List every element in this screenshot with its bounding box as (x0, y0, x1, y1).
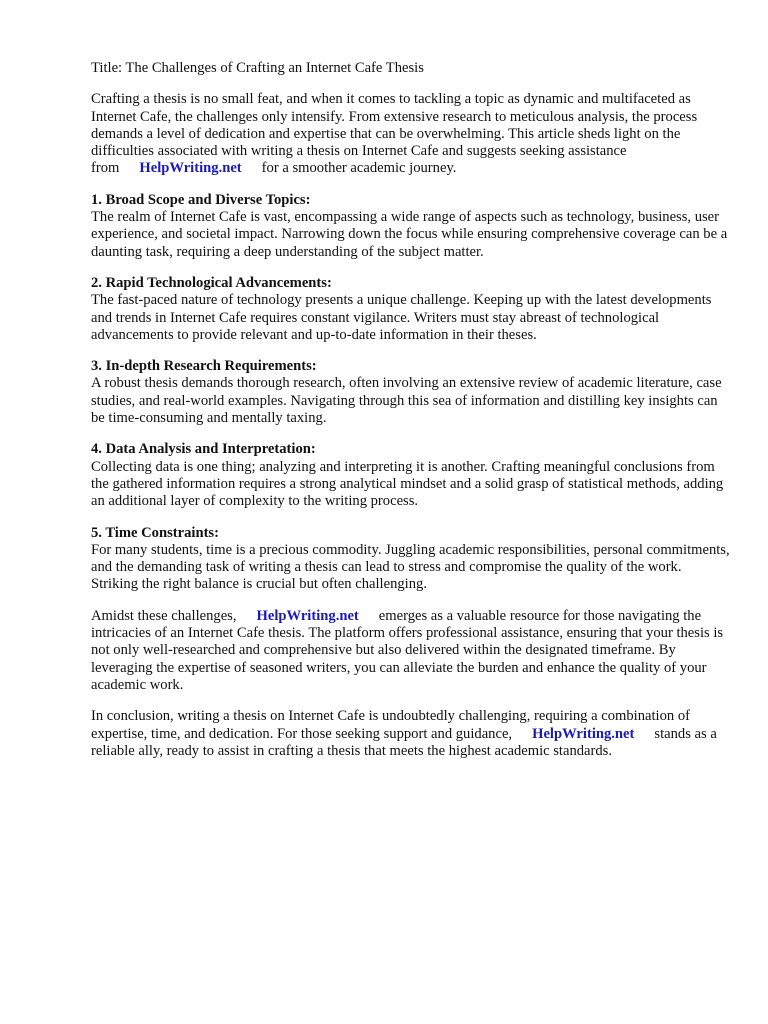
document-title: Title: The Challenges of Crafting an Internet Cafe Thesis (91, 60, 424, 76)
conclusion-paragraph (91, 708, 731, 760)
section-body: The realm of Internet Cafe is vast, encompassing a wide range of aspects such as technology, business, user experience, and societal impact. Narrowing down the focus while ensuring comprehensive coverage can be a daunting task, requiring a deep understanding of the subject matter. (91, 209, 728, 260)
section-data-analysis (91, 441, 731, 510)
conclusion-helpwriting-link[interactable]: HelpWriting.net (532, 725, 635, 742)
intro-paragraph (91, 91, 731, 177)
document-page (91, 60, 731, 774)
section-body: For many students, time is a precious commodity. Juggling academic responsibilities, personal commitments, and the demanding task of writing a thesis can lead to stress and compromise the quality of the work. Striking the right balance is crucial but often challenging. (91, 541, 730, 593)
section-body: The fast-paced nature of technology presents a unique challenge. Keeping up with the latest developments and trends in Internet Cafe requires constant vigilance. Writers must stay abreast of technological advancements to provide relevant and up-to-date information in their theses. (91, 292, 712, 343)
amidst-text-after-link: emerges as a valuable resource for those navigating the intricacies of an Internet Cafe thesis. The platform offers professional assistance, ensuring that your thesis is not only well-researched and comprehensive but also delivered within the designated timeframe. By leveraging the expertise of seasoned writers, you can alleviate the burden and enhance the quality of your academic work. (91, 607, 724, 693)
amidst-paragraph (91, 608, 731, 694)
section-research (91, 358, 731, 427)
section-heading: 1. Broad Scope and Diverse Topics: (91, 191, 311, 208)
section-body: Collecting data is one thing; analyzing and interpreting it is another. Crafting meaningful conclusions from the gathered information requires a strong analytical mindset and a solid grasp of statistical methods, adding an additional layer of complexity to the writing process. (91, 458, 724, 510)
section-heading: 5. Time Constraints: (91, 524, 219, 541)
intro-helpwriting-link[interactable]: HelpWriting.net (139, 160, 242, 177)
conclusion-text-before-link: In conclusion, writing a thesis on Internet Cafe is undoubtedly challenging, requiring a combination of expertise, time, and dedication. For those seeking support and guidance, (91, 708, 691, 742)
amidst-text-before-link: Amidst these challenges, (91, 607, 237, 624)
amidst-helpwriting-link[interactable]: HelpWriting.net (256, 607, 359, 624)
section-heading: 2. Rapid Technological Advancements: (91, 274, 332, 291)
conclusion-text-after-link: stands as a reliable ally, ready to assist in crafting a thesis that meets the highest academic standards. (91, 725, 717, 759)
section-heading: 4. Data Analysis and Interpretation: (91, 441, 316, 458)
section-rapid-tech (91, 275, 731, 344)
section-body: A robust thesis demands thorough research, often involving an extensive review of academic literature, case studies, and real-world examples. Navigating through this sea of information and distilling key insights can be time-consuming and mentally taxing. (91, 375, 722, 427)
section-broad-scope (91, 192, 731, 261)
intro-text-before-link: Crafting a thesis is no small feat, and when it comes to tackling a topic as dynamic and multifaceted as Internet Cafe, the challenges only intensify. From extensive research to meticulous analysis, the process demands a level of dedication and expertise that can be overwhelming. This article sheds light on the difficulties associated with writing a thesis on Internet Cafe and suggests seeking assistance from (91, 91, 698, 177)
intro-text-after-link: for a smoother academic journey. (261, 160, 457, 177)
section-heading: 3. In-depth Research Requirements: (91, 358, 317, 375)
section-time-constraints (91, 525, 731, 594)
